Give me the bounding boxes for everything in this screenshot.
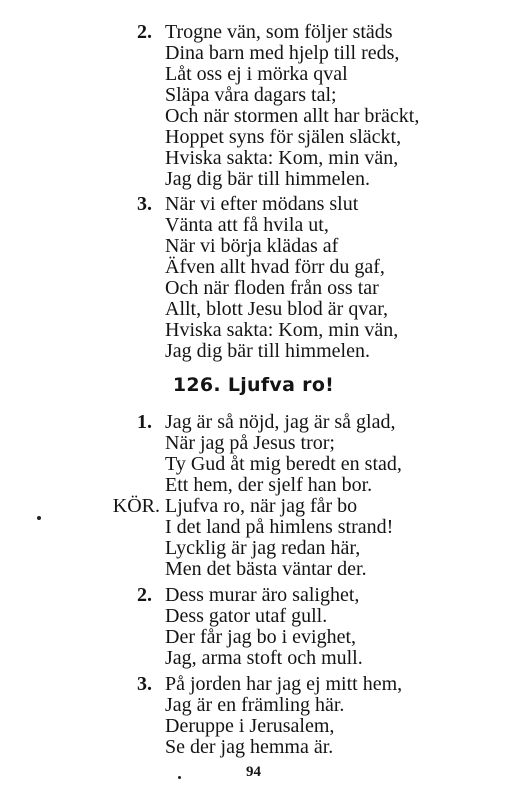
verse-line: Dess murar äro salighet, xyxy=(165,584,360,606)
page-number: 94 xyxy=(246,764,261,780)
verse-line: Jag är så nöjd, jag är så glad, xyxy=(165,411,396,433)
verse-line: På jorden har jag ej mitt hem, xyxy=(165,673,403,695)
verse-line: Jag dig bär till himmelen. xyxy=(165,168,370,190)
verse-line: Ty Gud åt mig beredt en stad, xyxy=(165,453,402,475)
stanza-number: 2. xyxy=(137,584,152,606)
verse-line: Lycklig är jag redan här, xyxy=(165,537,361,559)
verse-line: Vänta att få hvila ut, xyxy=(165,214,329,236)
verse-line: Deruppe i Jerusalem, xyxy=(165,715,335,737)
stanza-number: 2. xyxy=(137,21,152,43)
verse-line: Hoppet syns för själen släckt, xyxy=(165,126,402,148)
chorus-label: KÖR. xyxy=(112,495,160,517)
verse-line: Låt oss ej i mörka qval xyxy=(165,63,348,85)
verse-line: När vi börja klädas af xyxy=(165,235,339,257)
verse-line: Hviska sakta: Kom, min vän, xyxy=(165,319,399,341)
verse-line: Se der jag hemma är. xyxy=(165,736,334,758)
print-speck xyxy=(178,776,181,779)
stanza-number: 1. xyxy=(137,411,152,433)
verse-line: Trogne vän, som följer städs xyxy=(165,21,393,43)
verse-line: Och när floden från oss tar xyxy=(165,277,379,299)
verse-line: I det land på himlens strand! xyxy=(165,516,394,538)
verse-line: Ett hem, der sjelf han bor. xyxy=(165,474,373,496)
verse-line: Jag, arma stoft och mull. xyxy=(165,647,363,669)
verse-line: Jag är en främling här. xyxy=(165,694,345,716)
verse-line: Der får jag bo i evighet, xyxy=(165,626,357,648)
hymn-title: 126. Ljufva ro! xyxy=(172,374,335,396)
print-speck xyxy=(37,516,41,520)
stanza-number: 3. xyxy=(137,673,152,695)
verse-line: Dess gator utaf gull. xyxy=(165,605,328,627)
verse-line: Ljufva ro, när jag får bo xyxy=(165,495,358,517)
verse-line: Hviska sakta: Kom, min vän, xyxy=(165,147,399,169)
verse-line: Och när stormen allt har bräckt, xyxy=(165,105,420,127)
verse-line: Men det bästa väntar der. xyxy=(165,558,367,580)
verse-line: Dina barn med hjelp till reds, xyxy=(165,42,400,64)
verse-line: När vi efter mödans slut xyxy=(165,193,359,215)
stanza-number: 3. xyxy=(137,193,152,215)
verse-line: Äfven allt hvad förr du gaf, xyxy=(165,256,385,278)
verse-line: Släpa våra dagars tal; xyxy=(165,84,337,106)
verse-line: Allt, blott Jesu blod är qvar, xyxy=(165,298,389,320)
verse-line: Jag dig bär till himmelen. xyxy=(165,340,370,362)
verse-line: När jag på Jesus tror; xyxy=(165,432,335,454)
